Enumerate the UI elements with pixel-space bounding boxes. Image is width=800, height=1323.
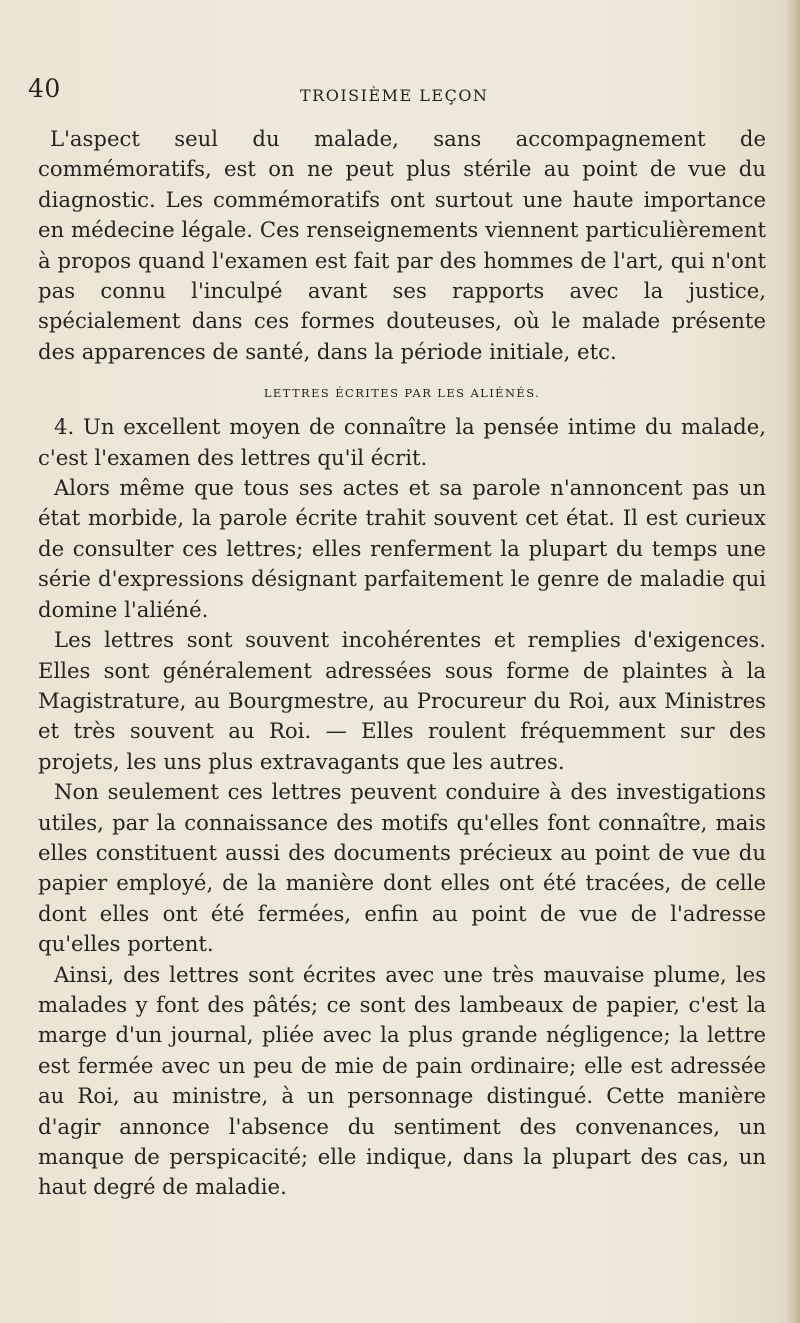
page-edge-shadow bbox=[786, 0, 800, 1323]
text-body bbox=[38, 124, 766, 1203]
paragraph-incoherent-letters: Les lettres sont souvent incohérentes et remplies d'exigences. Elles sont généralement adressées sous forme de plaintes à la Magistrature, au Bourgmestre, au Procureur du Roi, aux Ministres et très souvent au Roi. — Elles roulent fréquemment sur des projets, les uns plus extravagants que les autres. bbox=[38, 627, 766, 774]
paragraph-examples: Ainsi, des lettres sont écrites avec une très mauvaise plume, les malades y font des pâtés; ce sont des lambeaux de papier, c'est la marge d'un journal, pliée avec la plus grande négligence; la lettre est fermée avec un peu de mie de pain ordinaire; elle est adressée au Roi, au ministre, à un personnage distingué. Cette manière d'agir annonce l'absence du sentiment des convenances, un manque de perspicacité; elle indique, dans la plupart des cas, un haut degré de maladie. bbox=[38, 961, 766, 1200]
paragraph-investigations: Non seulement ces lettres peuvent conduire à des investigations utiles, par la connaissance des motifs qu'elles font connaître, mais elles constituent aussi des documents précieux au point de vue du papier employé, de la manière dont elles ont été tracées, de celle dont elles ont été fermées, enfin au point de vue de l'adresse qu'elles portent. bbox=[38, 779, 766, 957]
paragraph-letters-intro: 4. Un excellent moyen de connaître la pensée intime du malade, c'est l'examen des lettres qu'il écrit. bbox=[38, 414, 766, 470]
paragraph-written-word: Alors même que tous ses actes et sa parole n'annoncent pas un état morbide, la parole écrite trahit souvent cet état. Il est curieux de consulter ces lettres; elles renferment la plupart du temps une série d'expressions désignant parfaitement le genre de maladie qui domine l'aliéné. bbox=[38, 475, 766, 622]
page-number: 40 bbox=[28, 74, 61, 103]
intro-paragraph: L'aspect seul du malade, sans accompagnement de commémoratifs, est on ne peut plus stérile au point de vue du diagnostic. Les commémoratifs ont surtout une haute importance en médecine légale. Ces renseignements viennent particulièrement à propos quand l'examen est fait par des hommes de l'art, qui n'ont pas connu l'inculpé avant ses rapports avec la justice, spécialement dans ces formes douteuses, où le malade présente des apparences de santé, dans la période initiale, etc. bbox=[38, 126, 766, 364]
running-title: TROISIÈME LEÇON bbox=[300, 86, 489, 105]
section-heading: LETTRES ÉCRITES PAR LES ALIÉNÉS. bbox=[263, 386, 541, 401]
